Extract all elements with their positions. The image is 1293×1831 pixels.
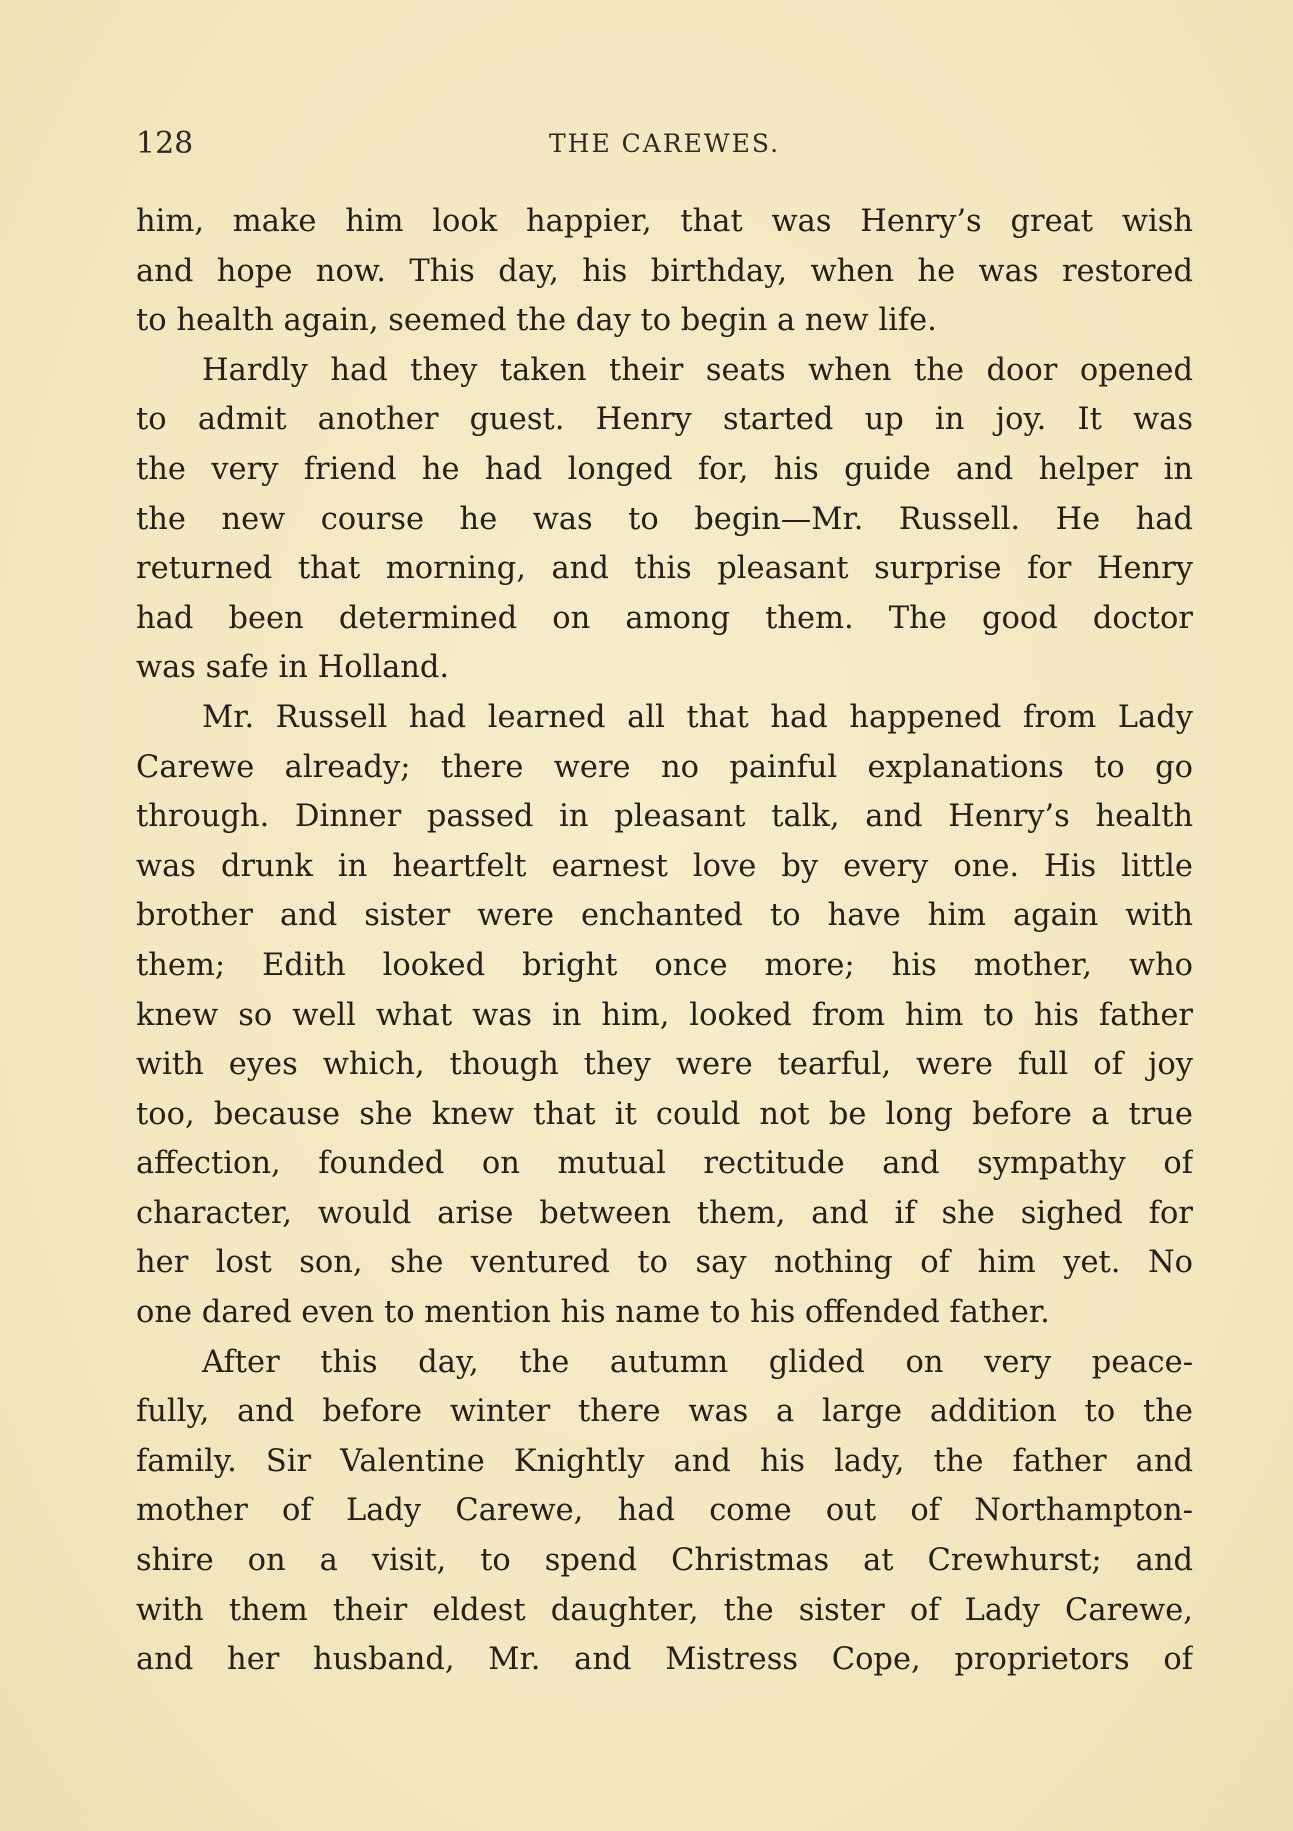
text-line: Carewe already; there were no painful explanations to go (136, 749, 1193, 785)
text-line: mother of Lady Carewe, had come out of Northampton- (136, 1493, 1193, 1529)
text-line: and her husband, Mr. and Mistress Cope, proprietors of (136, 1642, 1193, 1678)
text-line: to admit another guest. Henry started up in joy. It was (136, 402, 1193, 438)
text-line: with them their eldest daughter, the sister of Lady Carewe, (136, 1592, 1193, 1628)
text-line: Hardly had they taken their seats when the door opened (202, 352, 1193, 388)
text-line: affection, founded on mutual rectitude and sympathy of (136, 1146, 1193, 1182)
text-line: knew so well what was in him, looked from him to his father (136, 997, 1193, 1033)
text-line: one dared even to mention his name to his offended father. (136, 1295, 1050, 1331)
text-line: her lost son, she ventured to say nothing of him yet. No (136, 1245, 1193, 1281)
text-line: shire on a visit, to spend Christmas at Crewhurst; and (136, 1543, 1193, 1579)
page-number: 128 (136, 126, 194, 161)
text-line: him, make him look happier, that was Henry’s great wish (136, 204, 1193, 239)
text-line: through. Dinner passed in pleasant talk, and Henry’s health (136, 799, 1193, 835)
text-line: Mr. Russell had learned all that had happened from Lady (202, 699, 1193, 735)
text-line: had been determined on among them. The good doctor (136, 600, 1193, 636)
text-line: with eyes which, though they were tearful, were full of joy (136, 1047, 1193, 1083)
text-line: and hope now. This day, his birthday, when he was restored (136, 253, 1193, 289)
text-line: was drunk in heartfelt earnest love by every one. His little (136, 848, 1193, 884)
text-line: too, because she knew that it could not be long before a true (136, 1096, 1193, 1132)
body-text (136, 197, 1193, 1685)
text-line: them; Edith looked bright once more; his mother, who (136, 947, 1193, 983)
text-line: was safe in Holland. (136, 650, 450, 686)
page-header (136, 124, 1193, 164)
text-line: After this day, the autumn glided on very peace- (202, 1344, 1193, 1380)
text-line: family. Sir Valentine Knightly and his lady, the father and (136, 1443, 1193, 1479)
running-title: THE CAREWES. (548, 129, 781, 158)
text-line: the new course he was to begin—Mr. Russell. He had (136, 501, 1193, 537)
text-line: the very friend he had longed for, his guide and helper in (136, 451, 1193, 487)
text-line: brother and sister were enchanted to have him again with (136, 898, 1193, 934)
text-line: returned that morning, and this pleasant surprise for Henry (136, 551, 1193, 587)
text-line: to health again, seemed the day to begin a new life. (136, 303, 937, 339)
text-line: fully, and before winter there was a large addition to the (136, 1394, 1193, 1430)
text-line: character, would arise between them, and if she sighed for (136, 1195, 1193, 1231)
